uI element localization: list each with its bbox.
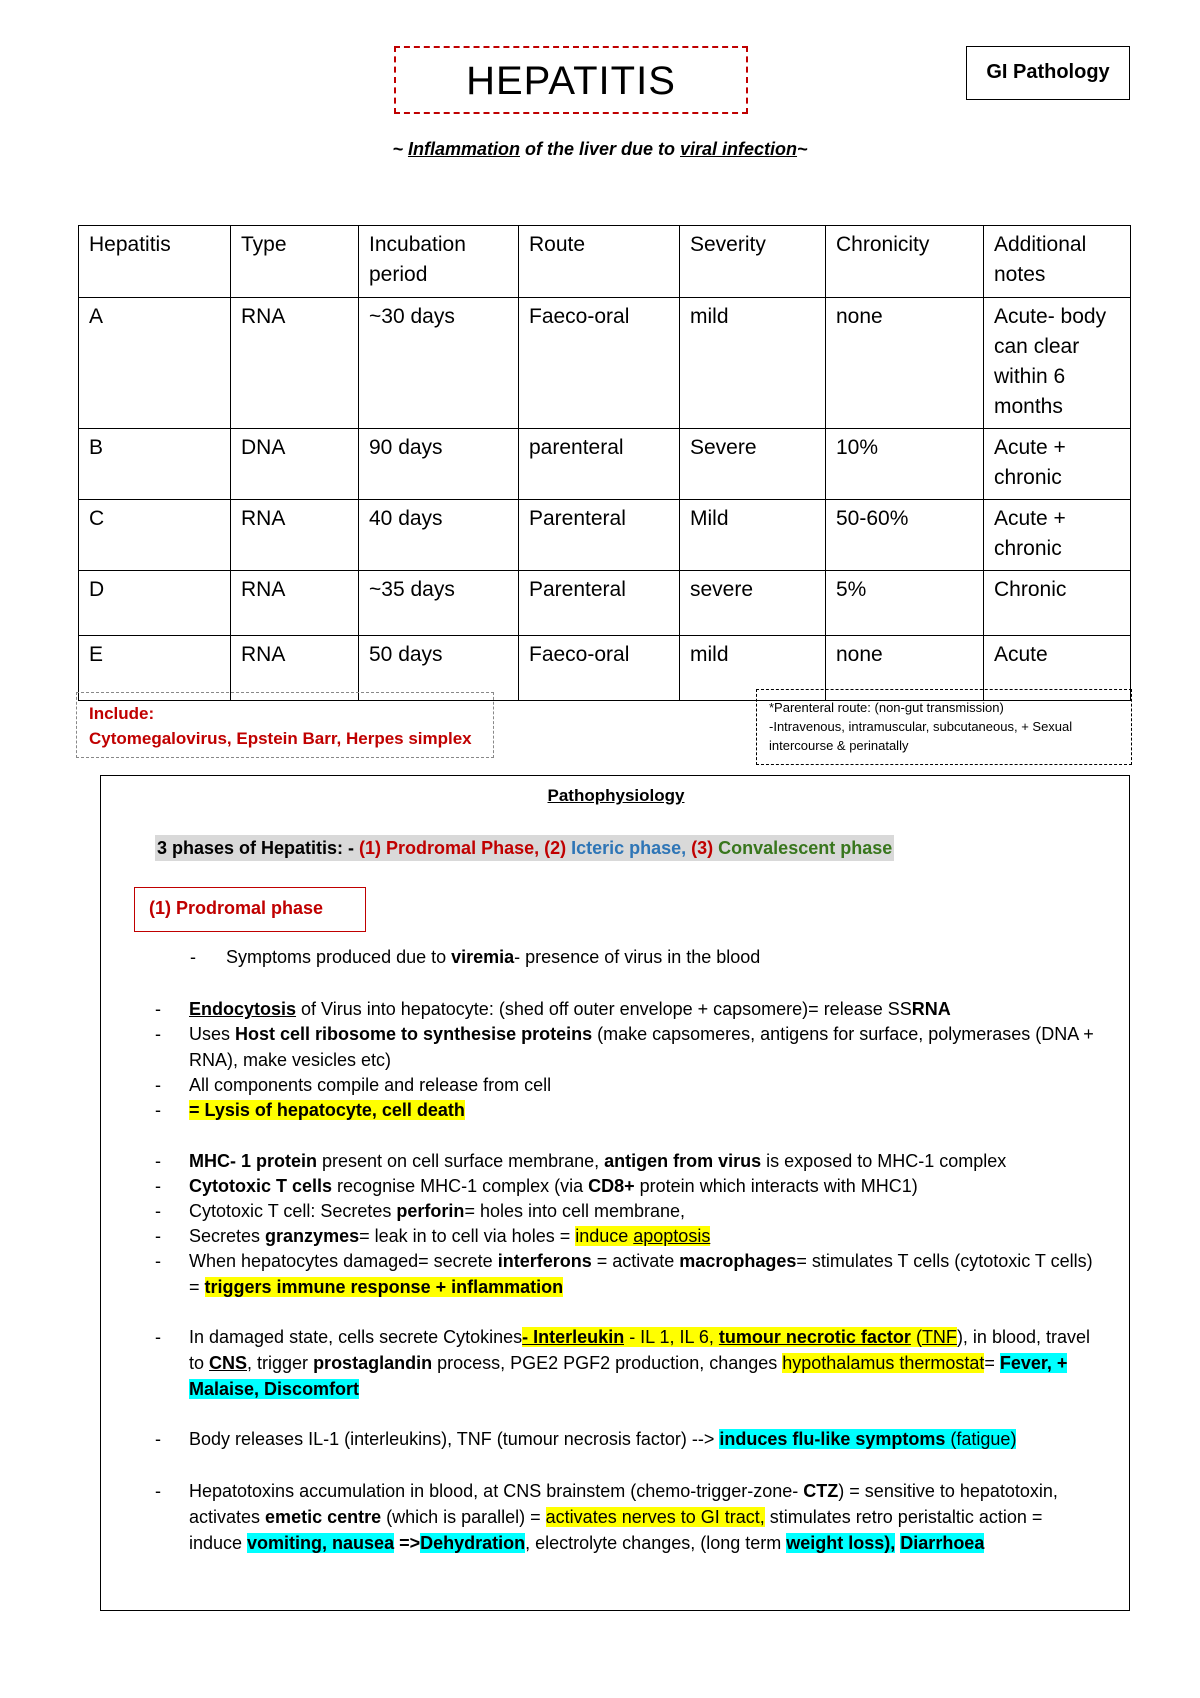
list-item: - Hepatotoxins accumulation in blood, at CNS brainstem (chemo-trigger-zone- CTZ) = sensitive to hepatotoxin, activates emetic centre (which is parallel) = activates nerves to GI tract, stimulates retro peristaltic action = induce vomiting, nausea =>Dehydration, electrolyte changes, (long term weight loss), Diarrhoea (155, 1481, 1058, 1553)
table-row (79, 298, 1131, 429)
list-item: - = Lysis of hepatocyte, cell death (155, 1100, 465, 1120)
list-item: - Endocytosis of Virus into hepatocyte: (shed off outer envelope + capsomere)= release SSRNA (155, 999, 951, 1019)
hepatitis-table (78, 225, 1131, 701)
table-row (79, 429, 1131, 500)
table-cell: Parenteral (519, 500, 680, 571)
table-cell: Severe (680, 429, 826, 500)
header-cell: Type (231, 226, 359, 298)
table-cell: RNA (231, 500, 359, 571)
list-item: - MHC- 1 protein present on cell surface membrane, antigen from virus is exposed to MHC-1 complex (155, 1151, 1007, 1171)
subtitle-viral: viral infection (680, 139, 798, 159)
table-cell: 50 days (359, 636, 519, 701)
table-cell: 5% (826, 571, 984, 636)
table-cell: DNA (231, 429, 359, 500)
table-cell: Acute- body can clear within 6 months (984, 298, 1131, 429)
phase-3-label: Convalescent phase (718, 838, 893, 858)
table-cell: 40 days (359, 500, 519, 571)
table-cell: none (826, 636, 984, 701)
header-cell: Severity (680, 226, 826, 298)
table-cell: Chronic (984, 571, 1131, 636)
note-line: intercourse & perinatally (769, 738, 909, 753)
phase-2-label: Icteric phase, (571, 838, 692, 858)
table-cell: 50-60% (826, 500, 984, 571)
header-cell: Incubation period (359, 226, 519, 298)
table-cell: ~30 days (359, 298, 519, 429)
table-cell: RNA (231, 298, 359, 429)
list-item: - When hepatocytes damaged= secrete interferons = activate macrophages= stimulates T cells (cytotoxic T cells) = triggers immune response + inflammation (155, 1251, 1093, 1297)
phase-1-label: (1) Prodromal Phase, (359, 838, 545, 858)
table-cell: Acute (984, 636, 1131, 701)
note-line: -Intravenous, intramuscular, subcutaneous, + Sexual (769, 719, 1073, 734)
list-item: - Uses Host cell ribosome to synthesise proteins (make capsomeres, antigens for surface, polymerases (DNA + RNA), make vesicles etc) (155, 1024, 1094, 1070)
pathophysiology-box (100, 775, 1130, 1611)
table-cell: severe (680, 571, 826, 636)
category-tag: GI Pathology (966, 46, 1130, 100)
note-line: *Parenteral route: (non-gut transmission) (769, 700, 1004, 715)
table-cell: Parenteral (519, 571, 680, 636)
list-item: - Symptoms produced due to viremia- presence of virus in the blood (190, 947, 761, 967)
table-cell: 10% (826, 429, 984, 500)
table-cell: B (79, 429, 231, 500)
table-cell: none (826, 298, 984, 429)
list-item: - Secretes granzymes= leak in to cell via holes = induce apoptosis (155, 1226, 711, 1246)
include-box (76, 692, 494, 758)
table-header-row (79, 226, 1131, 298)
table-row (79, 571, 1131, 636)
header-cell: Chronicity (826, 226, 984, 298)
phases-summary: 3 phases of Hepatitis: - (1) Prodromal Phase, (2) Icteric phase, (3) Convalescent phase (155, 835, 894, 861)
table-cell: Faeco-oral (519, 298, 680, 429)
table-cell: 90 days (359, 429, 519, 500)
table-row (79, 500, 1131, 571)
include-text: Cytomegalovirus, Epstein Barr, Herpes simplex (89, 729, 472, 748)
table-cell: C (79, 500, 231, 571)
list-item: - In damaged state, cells secrete Cytokines- Interleukin - IL 1, IL 6, tumour necrotic factor (TNF), in blood, travel to CNS, trigger prostaglandin process, PGE2 PGF2 production, changes hypothalamus thermostat= Fever, + Malaise, Discomfort (155, 1327, 1091, 1399)
header-cell: Route (519, 226, 680, 298)
list-item: - Body releases IL-1 (interleukins), TNF (tumour necrosis factor) --> induces flu-like symptoms (fatigue) (155, 1429, 1017, 1449)
list-item: - Cytotoxic T cell: Secretes perforin= holes into cell membrane, (155, 1201, 686, 1221)
section-title: Pathophysiology (547, 786, 685, 805)
table-cell: ~35 days (359, 571, 519, 636)
table-cell: E (79, 636, 231, 701)
include-label: Include: (89, 704, 155, 723)
table-cell: D (79, 571, 231, 636)
parenteral-note (756, 689, 1132, 765)
table-cell: parenteral (519, 429, 680, 500)
table-cell: Acute + chronic (984, 429, 1131, 500)
table-cell: RNA (231, 571, 359, 636)
table-cell: RNA (231, 636, 359, 701)
list-item: - Cytotoxic T cells recognise MHC-1 complex (via CD8+ protein which interacts with MHC1) (155, 1176, 918, 1196)
table-cell: Mild (680, 500, 826, 571)
subtitle-inflammation: Inflammation (407, 139, 520, 159)
table-cell: Faeco-oral (519, 636, 680, 701)
page-title: HEPATITIS (394, 46, 748, 114)
header-cell: Hepatitis (79, 226, 231, 298)
table-cell: mild (680, 636, 826, 701)
table-cell: Acute + chronic (984, 500, 1131, 571)
subtitle: ~ Inflammation of the liver due to viral infection~ (392, 139, 808, 159)
header-cell: Additional notes (984, 226, 1131, 298)
list-item: - All components compile and release from cell (155, 1075, 552, 1095)
table-cell: A (79, 298, 231, 429)
phase-heading: (1) Prodromal phase (134, 887, 366, 932)
table-cell: mild (680, 298, 826, 429)
